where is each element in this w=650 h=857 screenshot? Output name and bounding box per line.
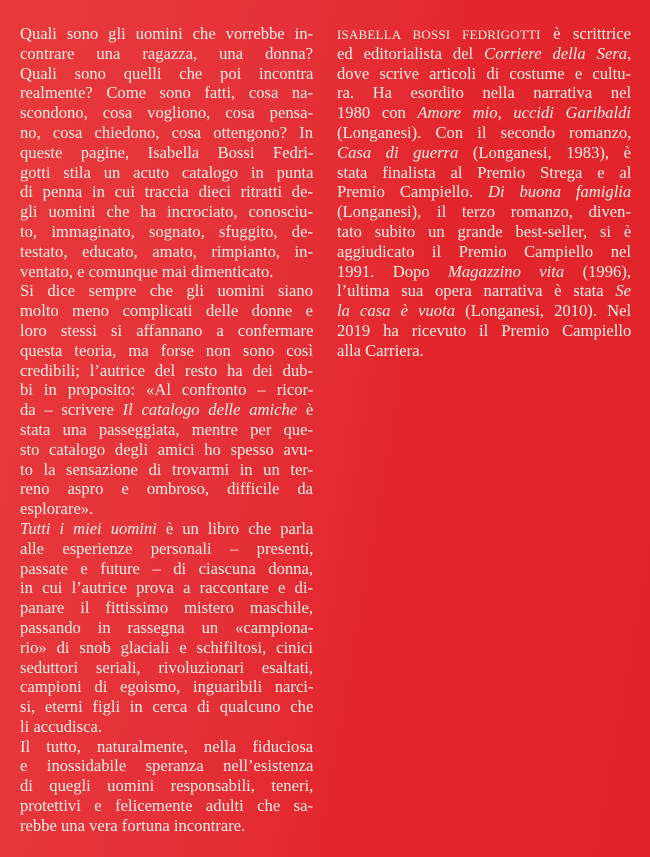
text-segment: Si dice sempre che gli uomini siano	[20, 281, 313, 301]
text-segment: di penna in cui traccia dieci ritratti de-	[20, 182, 313, 202]
text-segment: bi in proposito: «Al confronto – ricor-	[20, 380, 314, 400]
text-segment: questa teoria, ma forse non sono così	[20, 340, 313, 360]
text-segment: gotti stila un acuto catalogo in punta	[20, 162, 314, 182]
text-line	[20, 658, 313, 678]
text-line	[20, 756, 313, 776]
text-line	[20, 341, 313, 361]
text-line	[20, 598, 313, 618]
text-line	[337, 182, 631, 202]
book-title-text: Casa di guerra	[337, 142, 459, 162]
text-line	[20, 301, 313, 321]
text-line	[20, 697, 313, 717]
text-segment: e inossidabile speranza nell’esistenza	[20, 756, 314, 776]
text-line	[20, 242, 313, 262]
text-segment: alla Carriera.	[337, 340, 424, 360]
text-segment: molto meno complicati delle donne e	[20, 301, 313, 321]
text-segment: 1980 con	[337, 103, 418, 123]
text-line	[20, 479, 313, 499]
text-segment: tato subito un grande best-seller, si è	[337, 221, 632, 241]
book-title-text: la casa è vuota	[337, 301, 456, 321]
text-segment: testato, educato, amato, rimpianto, in-	[20, 241, 313, 261]
text-segment: l’ultima sua opera narrativa è stata	[337, 281, 616, 301]
text-segment: Quali sono quelli che poi incontra	[20, 63, 314, 83]
text-segment: è scrittrice	[540, 24, 631, 43]
author-name: ISABELLA BOSSI FEDRIGOTTI	[337, 27, 541, 42]
text-line	[337, 163, 631, 183]
text-segment: passate e future – di ciascuna donna,	[20, 558, 313, 578]
text-segment: (1996),	[564, 261, 631, 281]
text-line	[20, 816, 313, 836]
text-line	[337, 143, 631, 163]
text-segment: stata finalista al Premio Strega e al	[337, 162, 632, 182]
text-segment: 1991. Dopo	[337, 261, 449, 281]
book-title-text: Tutti i miei uomini	[20, 518, 157, 538]
text-segment: li accudisca.	[20, 716, 103, 736]
text-segment: to la sensazione di trovarmi in un ter-	[20, 459, 314, 479]
text-segment: protettivi e felicemente adulti che sa-	[20, 796, 313, 816]
text-segment: (Longanesi), il terzo romanzo, diven-	[337, 202, 631, 222]
text-line	[20, 578, 313, 598]
text-segment: loro stessi si affannano a confermare	[20, 320, 314, 340]
book-title-text: Il catalogo delle amiche	[122, 400, 298, 420]
text-segment: ra. Ha esordito nella narrativa nel	[337, 83, 632, 103]
text-line	[20, 123, 313, 143]
text-line	[337, 83, 631, 103]
text-segment: di quegli uomini responsabili, teneri,	[20, 776, 314, 796]
text-line	[20, 618, 313, 638]
text-line	[20, 400, 313, 420]
text-line	[337, 64, 631, 84]
text-line	[20, 24, 313, 44]
text-line	[337, 281, 631, 301]
text-line	[20, 361, 313, 381]
text-line	[20, 182, 313, 202]
author-bio-column	[337, 24, 631, 361]
book-title-text: Amore mio, uccidi Garibaldi	[417, 103, 631, 123]
text-segment: sto catalogo degli amici ho spesso avu-	[20, 439, 313, 459]
text-segment: è	[297, 400, 314, 420]
text-segment: scondono, cosa vogliono, cosa pensa-	[20, 103, 313, 123]
text-line	[337, 222, 631, 242]
text-segment: to, immaginato, sognato, sfuggito, de-	[20, 221, 313, 241]
book-title-text: Corriere della Sera	[484, 43, 628, 63]
text-line	[337, 242, 631, 262]
text-line	[20, 737, 313, 757]
text-line	[20, 559, 313, 579]
book-title-text: Se	[615, 281, 631, 301]
text-line	[20, 796, 313, 816]
text-line	[20, 440, 313, 460]
text-segment: ed editorialista del	[337, 43, 485, 63]
text-line	[20, 321, 313, 341]
book-title-text: Magazzino vita	[448, 261, 565, 281]
text-line	[337, 301, 631, 321]
text-segment: Premio Campiello.	[337, 182, 489, 202]
text-line	[20, 222, 313, 242]
text-line	[20, 380, 313, 400]
book-title-text: Di buona famiglia	[488, 182, 632, 202]
text-line	[20, 460, 313, 480]
text-line	[20, 44, 313, 64]
text-line	[337, 202, 631, 222]
text-segment: rio» di snob glaciali e schifiltosi, cinici	[20, 637, 313, 657]
text-line	[20, 262, 313, 282]
text-line	[20, 103, 313, 123]
text-line	[337, 103, 631, 123]
text-line	[20, 539, 313, 559]
text-segment: stata una passeggiata, mentre per que-	[20, 419, 313, 439]
text-segment: è un libro che parla	[156, 518, 314, 538]
text-line	[20, 776, 313, 796]
text-segment: aggiudicato il Premio Campiello nel	[337, 241, 631, 261]
text-segment: queste pagine, Isabella Bossi Fedri-	[20, 142, 314, 162]
text-line	[20, 717, 313, 737]
text-line	[337, 44, 631, 64]
text-line	[20, 281, 313, 301]
text-segment: gli uomini che ha incrociato, conosciu-	[20, 202, 313, 222]
text-segment: seduttori seriali, rivoluzionari esaltati,	[20, 657, 314, 677]
text-line	[337, 123, 631, 143]
text-segment: panare il fittissimo mistero maschile,	[20, 598, 313, 618]
text-segment: contrare una ragazza, una donna?	[20, 43, 313, 63]
text-segment: passando in rassegna un «campiona-	[20, 617, 314, 637]
text-segment: Il tutto, naturalmente, nella fiduciosa	[20, 736, 314, 756]
text-segment: realmente? Come sono fatti, cosa na-	[20, 83, 314, 103]
text-line	[337, 321, 631, 341]
text-segment: (Longanesi). Con il secondo romanzo,	[337, 122, 632, 142]
synopsis-column	[20, 24, 313, 836]
text-segment: rebbe una vera fortuna incontrare.	[20, 815, 246, 835]
text-line	[20, 420, 313, 440]
text-segment: (Longanesi, 1983), è	[458, 142, 631, 162]
text-line	[20, 64, 313, 84]
text-segment: dove scrive articoli di costume e cultu-	[337, 63, 632, 83]
text-segment: no, cosa chiedono, cosa ottengono? In	[20, 122, 313, 142]
text-line	[337, 341, 631, 361]
text-segment: da – scrivere	[20, 400, 123, 420]
text-segment: esplorare».	[20, 499, 94, 519]
text-segment: Quali sono gli uomini che vorrebbe in-	[20, 24, 314, 43]
text-segment: 2019 ha ricevuto il Premio Campiello	[337, 320, 632, 340]
text-line	[20, 677, 313, 697]
text-line	[20, 638, 313, 658]
text-segment: ventato, e comunque mai dimenticato.	[20, 261, 274, 281]
text-line	[337, 24, 631, 44]
text-segment: in cui l’autrice prova a raccontare e di-	[20, 578, 313, 598]
text-segment: reno aspro e ombroso, difficile da	[20, 479, 313, 499]
text-segment: campioni di egoismo, inguaribili narci-	[20, 677, 314, 697]
text-line	[20, 202, 313, 222]
text-line	[20, 83, 313, 103]
text-line	[20, 519, 313, 539]
text-segment: alle esperienze personali – presenti,	[20, 538, 314, 558]
text-line	[20, 499, 313, 519]
text-segment: credibili; l’autrice del resto ha dei dub-	[20, 360, 313, 380]
text-line	[337, 262, 631, 282]
text-line	[20, 143, 313, 163]
text-segment: (Longanesi, 2010). Nel	[455, 301, 632, 321]
text-line	[20, 163, 313, 183]
text-segment: ,	[627, 43, 632, 63]
text-segment: si, eterni figli in cerca di qualcuno che	[20, 697, 314, 717]
